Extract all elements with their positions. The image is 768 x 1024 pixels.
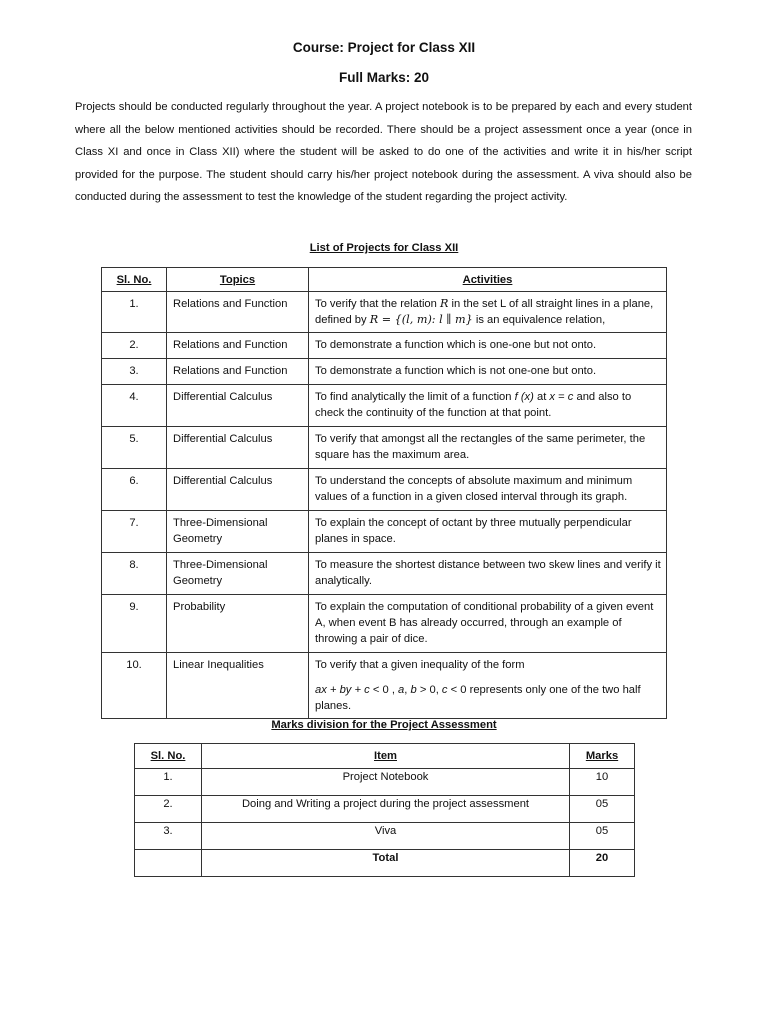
table-row xyxy=(102,292,667,333)
total-label: Total xyxy=(202,850,570,877)
row-item: Project Notebook xyxy=(202,769,570,796)
table-row xyxy=(135,823,635,850)
col-header-marks: Marks xyxy=(570,744,635,769)
projects-list-title: List of Projects for Class XII xyxy=(309,242,459,254)
table-header-row xyxy=(102,268,667,292)
row-activity: To explain the computation of conditional probability of a given event A, when event B has already occurred, through an example of throwing a pair of dice. xyxy=(309,595,667,653)
table-row xyxy=(102,385,667,427)
table-row xyxy=(135,769,635,796)
intro-paragraph: Projects should be conducted regularly throughout the year. A project notebook is to be prepared by each and every student where all the below mentioned activities should be recorded. There should be a project assessment once a year (once in Class XI and once in Class XII) where the student will be asked to do one of the activities and write it in his/her script provided for the purpose. The student should carry his/her project notebook during the assessment. A viva should also be conducted during the assessment to test the knowledge of the student regarding the project activity. xyxy=(75,101,692,204)
col-header-item: Item xyxy=(202,744,570,769)
row-topic: Differential Calculus xyxy=(167,469,309,511)
table-row xyxy=(102,553,667,595)
table-row xyxy=(102,469,667,511)
row-topic: Probability xyxy=(167,595,309,653)
col-header-sl: Sl. No. xyxy=(135,744,202,769)
row-activity: To demonstrate a function which is not one-one but onto. xyxy=(309,359,667,385)
row-activity: To verify that a given inequality of the form ax + by + c < 0 , a, b > 0, c < 0 represents only one of the two half planes. xyxy=(309,653,667,719)
row-topic: Relations and Function xyxy=(167,333,309,359)
row-sl: 5. xyxy=(102,427,167,469)
total-row xyxy=(135,850,635,877)
table-header-row xyxy=(135,744,635,769)
row-activity: To find analytically the limit of a function f (x) at x = c and also to check the continuity of the function at that point. xyxy=(309,385,667,427)
row-activity: To measure the shortest distance between two skew lines and verify it analytically. xyxy=(309,553,667,595)
row-activity: To demonstrate a function which is one-one but not onto. xyxy=(309,333,667,359)
row-topic: Three-Dimensional Geometry xyxy=(167,511,309,553)
row-sl: 1. xyxy=(135,769,202,796)
row-topic: Three-Dimensional Geometry xyxy=(167,553,309,595)
row-topic: Linear Inequalities xyxy=(167,653,309,719)
table-row xyxy=(135,796,635,823)
table-row xyxy=(102,511,667,553)
course-title: Course: Project for Class XII xyxy=(292,40,476,55)
row-sl: 2. xyxy=(135,796,202,823)
row-marks: 05 xyxy=(570,823,635,850)
table-row xyxy=(102,427,667,469)
table-row xyxy=(102,653,667,719)
row-topic: Relations and Function xyxy=(167,359,309,385)
col-header-topics: Topics xyxy=(167,268,309,292)
row-marks: 10 xyxy=(570,769,635,796)
table-row xyxy=(102,359,667,385)
row-item: Doing and Writing a project during the project assessment xyxy=(202,796,570,823)
row-sl: 3. xyxy=(135,823,202,850)
row-topic: Relations and Function xyxy=(167,292,309,333)
col-header-activities: Activities xyxy=(309,268,667,292)
row-sl: 7. xyxy=(102,511,167,553)
row-sl: 3. xyxy=(102,359,167,385)
marks-division-title: Marks division for the Project Assessment xyxy=(271,719,497,731)
total-value: 20 xyxy=(570,850,635,877)
marks-table xyxy=(134,743,635,877)
row-activity: To verify that the relation R in the set L of all straight lines in a plane, defined by R = {(l, m): l ∥ m} is an equivalence relation, xyxy=(309,292,667,333)
row-sl: 8. xyxy=(102,553,167,595)
row-item: Viva xyxy=(202,823,570,850)
row-sl: 9. xyxy=(102,595,167,653)
row-sl: 4. xyxy=(102,385,167,427)
total-empty-cell xyxy=(135,850,202,877)
row-marks: 05 xyxy=(570,796,635,823)
row-sl: 6. xyxy=(102,469,167,511)
row-activity: To verify that amongst all the rectangles of the same perimeter, the square has the maximum area. xyxy=(309,427,667,469)
row-topic: Differential Calculus xyxy=(167,385,309,427)
projects-table xyxy=(101,267,667,719)
row-sl: 2. xyxy=(102,333,167,359)
row-sl: 1. xyxy=(102,292,167,333)
table-row xyxy=(102,595,667,653)
row-topic: Differential Calculus xyxy=(167,427,309,469)
full-marks: Full Marks: 20 xyxy=(338,70,430,85)
row-sl: 10. xyxy=(102,653,167,719)
row-activity: To explain the concept of octant by three mutually perpendicular planes in space. xyxy=(309,511,667,553)
table-row xyxy=(102,333,667,359)
row-activity: To understand the concepts of absolute maximum and minimum values of a function in a given closed interval through its graph. xyxy=(309,469,667,511)
col-header-sl: Sl. No. xyxy=(102,268,167,292)
